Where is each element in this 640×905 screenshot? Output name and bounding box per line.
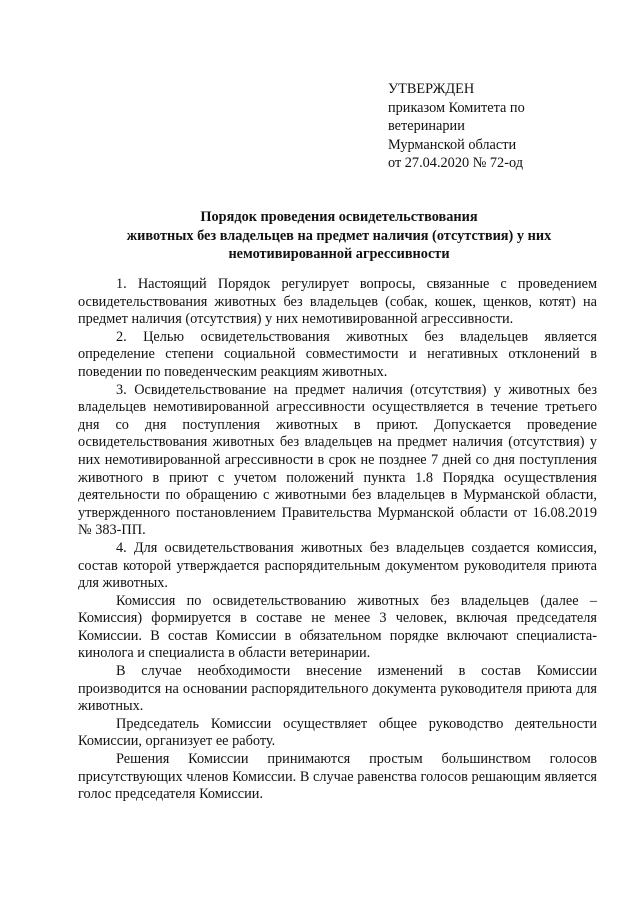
- paragraph: В случае необходимости внесение изменений в состав Комиссии производится на основании распорядительного документа руководителя приюта для животных.: [78, 663, 597, 715]
- paragraph: Председатель Комиссии осуществляет общее руководство деятельности Комиссии, организует ее работу.: [78, 715, 597, 750]
- title-line: немотивированной агрессивности: [228, 246, 450, 262]
- approval-line: от 27.04.2020 № 72-од: [388, 155, 523, 171]
- approval-line: Мурманской области: [388, 136, 517, 153]
- paragraph: 1. Настоящий Порядок регулирует вопросы, связанные с проведением освидетельствования животных без владельцев (собак, кошек, щенков, котят) на предмет наличия (отсутствия) у них немотивированной агрессивности.: [78, 276, 597, 328]
- approval-line: приказом Комитета по: [388, 99, 525, 116]
- paragraph: 3. Освидетельствование на предмет наличия (отсутствия) у животных без владельцев немотивированной агрессивности осуществляется в течение третьего дня со дня поступления животных в приют. Допускается проведение освидетельствования животных без владельцев на предмет наличия (отсутствия) у них немотивированной агрессивности в срок не позднее 7 дней со дня поступления животного в приют с учетом положений пункта 1.8 Порядка осуществления деятельности по обращению с животными без владельцев в Мурманской области, утвержденного постановлением Правительства Мурманской области от 16.08.2019 № 383-ПП.: [78, 381, 597, 539]
- approval-stamp: [388, 80, 608, 173]
- approval-line: УТВЕРЖДЕН: [388, 81, 475, 97]
- document-body: [78, 276, 597, 804]
- title-line: животных без владельцев на предмет наличия (отсутствия) у них: [126, 227, 552, 244]
- paragraph: 4. Для освидетельствования животных без владельцев создается комиссия, состав которой утверждается распорядительным документом руководителя приюта для животных.: [78, 539, 597, 592]
- document-title: [84, 208, 594, 264]
- title-line: Порядок проведения освидетельствования: [200, 209, 478, 225]
- paragraph: Комиссия по освидетельствованию животных без владельцев (далее – Комиссия) формируется в составе не менее 3 человек, включая председателя Комиссии. В состав Комиссии в обязательном порядке включают специалиста-кинолога и специалиста в области ветеринарии.: [78, 592, 597, 662]
- paragraph: 2. Целью освидетельствования животных без владельцев является определение степени социальной совместимости и негативных отклонений в поведении по поведенческим реакциям животных.: [78, 328, 597, 380]
- approval-line: ветеринарии: [388, 118, 465, 134]
- paragraph: Решения Комиссии принимаются простым большинством голосов присутствующих членов Комиссии. В случае равенства голосов решающим является голос председателя Комиссии.: [78, 751, 597, 803]
